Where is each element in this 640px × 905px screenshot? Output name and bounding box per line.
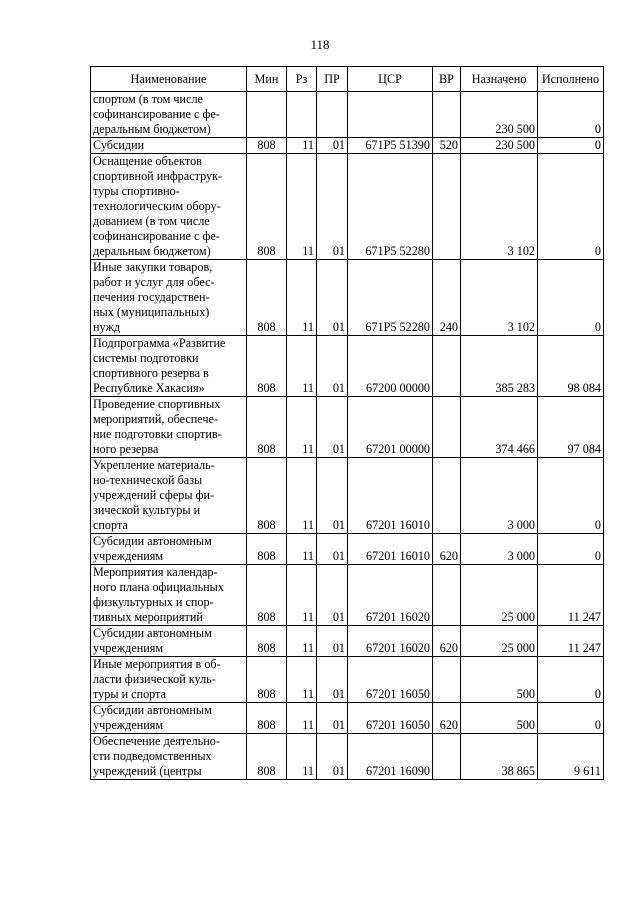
cell-naznacheno: 500 xyxy=(461,657,538,703)
cell-name-line: ласти физической куль- xyxy=(93,672,216,686)
cell-min: 808 xyxy=(247,138,287,154)
cell-name-line: учреждениям xyxy=(93,718,164,732)
cell-name-line: Субсидии xyxy=(93,138,145,152)
cell-name xyxy=(91,92,247,138)
cell-name-line: Подпрограмма «Развитие xyxy=(93,336,226,350)
cell-name xyxy=(91,138,247,154)
header-name: Наименование xyxy=(91,67,247,92)
cell-name-line: Субсидии автономным xyxy=(93,626,212,640)
cell-csr xyxy=(348,92,433,138)
cell-pr: 01 xyxy=(317,260,348,336)
cell-name-line: Республике Хакасия» xyxy=(93,381,205,395)
table-row xyxy=(91,138,604,154)
cell-vr xyxy=(433,565,461,626)
cell-min: 808 xyxy=(247,657,287,703)
cell-min: 808 xyxy=(247,336,287,397)
cell-ispolneno: 0 xyxy=(538,703,604,734)
budget-table xyxy=(90,66,604,780)
cell-name-line: мероприятий, обеспече- xyxy=(93,412,218,426)
cell-name-line: ного плана официальных xyxy=(93,580,224,594)
cell-naznacheno: 3 102 xyxy=(461,260,538,336)
cell-pr: 01 xyxy=(317,458,348,534)
header-min: Мин xyxy=(247,67,287,92)
cell-name-line: печения государствен- xyxy=(93,290,210,304)
cell-name-line: технологическим обору- xyxy=(93,199,221,213)
cell-naznacheno: 25 000 xyxy=(461,565,538,626)
cell-rz: 11 xyxy=(287,458,317,534)
cell-vr xyxy=(433,154,461,260)
cell-pr: 01 xyxy=(317,336,348,397)
cell-csr: 67201 16010 xyxy=(348,534,433,565)
cell-vr xyxy=(433,336,461,397)
cell-name-line: нужд xyxy=(93,320,121,334)
cell-name-line: софинансирование с фе- xyxy=(93,229,220,243)
cell-rz: 11 xyxy=(287,260,317,336)
cell-ispolneno: 98 084 xyxy=(538,336,604,397)
cell-name-line: софинансирование с фе- xyxy=(93,107,220,121)
cell-name-line: Укрепление материаль- xyxy=(93,458,215,472)
cell-rz: 11 xyxy=(287,397,317,458)
cell-name-line: Иные закупки товаров, xyxy=(93,260,213,274)
cell-ispolneno: 97 084 xyxy=(538,397,604,458)
cell-min: 808 xyxy=(247,565,287,626)
table-row xyxy=(91,458,604,534)
cell-naznacheno: 3 102 xyxy=(461,154,538,260)
cell-min: 808 xyxy=(247,534,287,565)
header-naznacheno: Назначено xyxy=(461,67,538,92)
cell-rz: 11 xyxy=(287,734,317,780)
cell-ispolneno: 0 xyxy=(538,458,604,534)
cell-ispolneno: 0 xyxy=(538,92,604,138)
cell-csr: 67201 16020 xyxy=(348,565,433,626)
cell-pr: 01 xyxy=(317,626,348,657)
header-csr: ЦСР xyxy=(348,67,433,92)
cell-naznacheno: 3 000 xyxy=(461,534,538,565)
cell-csr: 67201 16020 xyxy=(348,626,433,657)
cell-csr: 67201 16050 xyxy=(348,657,433,703)
cell-name xyxy=(91,260,247,336)
cell-min: 808 xyxy=(247,260,287,336)
cell-name-line: Обеспечение деятельно- xyxy=(93,734,220,748)
table-row xyxy=(91,626,604,657)
cell-csr: 67201 16050 xyxy=(348,703,433,734)
cell-vr xyxy=(433,458,461,534)
cell-name-line: деральным бюджетом) xyxy=(93,244,211,258)
cell-name-line: Проведение спортивных xyxy=(93,397,221,411)
cell-naznacheno: 385 283 xyxy=(461,336,538,397)
cell-csr: 67201 16090 xyxy=(348,734,433,780)
table-row xyxy=(91,703,604,734)
cell-csr: 671P5 52280 xyxy=(348,260,433,336)
cell-name-line: сти подведомственных xyxy=(93,749,212,763)
cell-rz: 11 xyxy=(287,565,317,626)
cell-min: 808 xyxy=(247,154,287,260)
cell-vr: 620 xyxy=(433,703,461,734)
cell-name-line: спорта xyxy=(93,518,128,532)
table-row xyxy=(91,657,604,703)
cell-pr: 01 xyxy=(317,734,348,780)
cell-name-line: Иные мероприятия в об- xyxy=(93,657,221,671)
cell-name-line: туры и спорта xyxy=(93,687,166,701)
cell-naznacheno: 374 466 xyxy=(461,397,538,458)
cell-rz: 11 xyxy=(287,703,317,734)
page-number: 118 xyxy=(310,37,330,52)
cell-vr xyxy=(433,397,461,458)
cell-name-line: Субсидии автономным xyxy=(93,703,212,717)
cell-name-line: учреждений (центры xyxy=(93,764,202,778)
header-rz: Рз xyxy=(287,67,317,92)
cell-name-line: системы подготовки xyxy=(93,351,199,365)
cell-name-line: тивных мероприятий xyxy=(93,610,203,624)
cell-naznacheno: 25 000 xyxy=(461,626,538,657)
cell-vr: 520 xyxy=(433,138,461,154)
cell-name-line: работ и услуг для обес- xyxy=(93,275,215,289)
cell-ispolneno: 0 xyxy=(538,154,604,260)
cell-vr: 240 xyxy=(433,260,461,336)
cell-name xyxy=(91,565,247,626)
cell-pr: 01 xyxy=(317,138,348,154)
cell-ispolneno: 0 xyxy=(538,260,604,336)
cell-min: 808 xyxy=(247,703,287,734)
table-row xyxy=(91,397,604,458)
cell-pr: 01 xyxy=(317,534,348,565)
cell-rz: 11 xyxy=(287,626,317,657)
cell-ispolneno: 11 247 xyxy=(538,626,604,657)
cell-vr xyxy=(433,657,461,703)
cell-pr: 01 xyxy=(317,703,348,734)
cell-naznacheno: 3 000 xyxy=(461,458,538,534)
cell-name xyxy=(91,626,247,657)
cell-ispolneno: 11 247 xyxy=(538,565,604,626)
cell-name xyxy=(91,154,247,260)
cell-name-line: учреждениям xyxy=(93,549,164,563)
cell-min: 808 xyxy=(247,458,287,534)
table-row xyxy=(91,260,604,336)
cell-name-line: спортивной инфраструк- xyxy=(93,169,223,183)
cell-csr: 671P5 51390 xyxy=(348,138,433,154)
cell-name-line: ных (муниципальных) xyxy=(93,305,210,319)
cell-name-line: Оснащение объектов xyxy=(93,154,202,168)
cell-naznacheno: 230 500 xyxy=(461,138,538,154)
cell-rz: 11 xyxy=(287,336,317,397)
cell-name xyxy=(91,703,247,734)
cell-vr xyxy=(433,734,461,780)
table-row xyxy=(91,565,604,626)
cell-pr: 01 xyxy=(317,397,348,458)
cell-csr: 67200 00000 xyxy=(348,336,433,397)
cell-vr: 620 xyxy=(433,534,461,565)
table-row xyxy=(91,336,604,397)
cell-name-line: туры спортивно- xyxy=(93,184,180,198)
table-header-row xyxy=(91,67,604,92)
header-pr: ПР xyxy=(317,67,348,92)
table-row xyxy=(91,734,604,780)
cell-rz: 11 xyxy=(287,138,317,154)
cell-name-line: учреждениям xyxy=(93,641,164,655)
cell-name-line: ного резерва xyxy=(93,442,159,456)
cell-min: 808 xyxy=(247,397,287,458)
cell-rz: 11 xyxy=(287,657,317,703)
cell-ispolneno: 9 611 xyxy=(538,734,604,780)
cell-pr xyxy=(317,92,348,138)
cell-rz xyxy=(287,92,317,138)
cell-min: 808 xyxy=(247,626,287,657)
cell-naznacheno: 500 xyxy=(461,703,538,734)
table-row xyxy=(91,534,604,565)
cell-vr: 620 xyxy=(433,626,461,657)
cell-naznacheno: 38 865 xyxy=(461,734,538,780)
cell-min xyxy=(247,92,287,138)
cell-name-line: физкультурных и спор- xyxy=(93,595,214,609)
cell-name xyxy=(91,534,247,565)
cell-name-line: зической культуры и xyxy=(93,503,201,517)
cell-name-line: учреждений сферы фи- xyxy=(93,488,215,502)
cell-vr xyxy=(433,92,461,138)
cell-name-line: спортом (в том числе xyxy=(93,92,203,106)
cell-min: 808 xyxy=(247,734,287,780)
cell-name xyxy=(91,734,247,780)
cell-ispolneno: 0 xyxy=(538,657,604,703)
table-row xyxy=(91,154,604,260)
cell-name-line: дованием (в том числе xyxy=(93,214,210,228)
cell-name-line: спортивного резерва в xyxy=(93,366,209,380)
cell-name-line: Субсидии автономным xyxy=(93,534,212,548)
cell-rz: 11 xyxy=(287,154,317,260)
cell-pr: 01 xyxy=(317,657,348,703)
cell-name xyxy=(91,336,247,397)
cell-name xyxy=(91,458,247,534)
cell-name xyxy=(91,657,247,703)
header-ispolneno: Исполнено xyxy=(538,67,604,92)
cell-name-line: Мероприятия календар- xyxy=(93,565,218,579)
cell-name-line: но-технической базы xyxy=(93,473,203,487)
cell-rz: 11 xyxy=(287,534,317,565)
cell-pr: 01 xyxy=(317,565,348,626)
table-row xyxy=(91,92,604,138)
cell-csr: 67201 00000 xyxy=(348,397,433,458)
cell-name xyxy=(91,397,247,458)
cell-ispolneno: 0 xyxy=(538,138,604,154)
cell-name-line: ние подготовки спортив- xyxy=(93,427,222,441)
cell-csr: 67201 16010 xyxy=(348,458,433,534)
cell-name-line: деральным бюджетом) xyxy=(93,122,211,136)
cell-naznacheno: 230 500 xyxy=(461,92,538,138)
cell-csr: 671P5 52280 xyxy=(348,154,433,260)
cell-pr: 01 xyxy=(317,154,348,260)
cell-ispolneno: 0 xyxy=(538,534,604,565)
header-vr: ВР xyxy=(433,67,461,92)
